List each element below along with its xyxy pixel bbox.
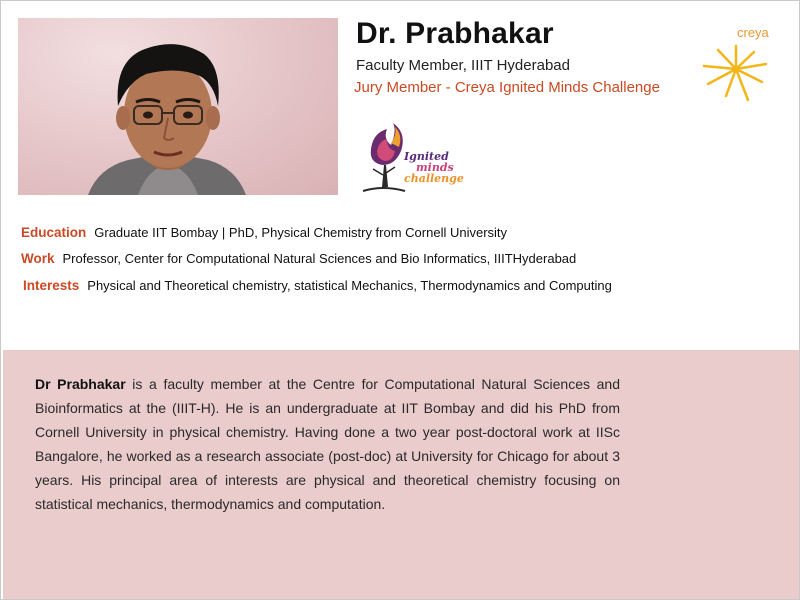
interests-row [23, 278, 612, 293]
page-title: Dr. Prabhakar [356, 17, 554, 50]
portrait-photo [18, 18, 338, 195]
logo-word-ignited: Ignited [404, 150, 449, 163]
bio-body: is a faculty member at the Centre for Computational Natural Sciences and Bioinformatics at the (IIIT-H). He is an undergraduate at IIT Bombay and did his PhD from Cornell University in physical chemistry. Having done a two year post-doctoral work at IISc Bangalore, he worked as a research associate (post-doc) at University for Chicago for about 3 years. His principal area of interests are physical and theoretical chemistry focusing on statistical mechanics, thermodynamics and computation. [35, 376, 620, 512]
work-label: Work [21, 251, 55, 266]
work-row [21, 251, 576, 266]
interests-label: Interests [23, 278, 80, 293]
education-value: Graduate IIT Bombay | PhD, Physical Chemistry from Cornell University [94, 225, 508, 240]
creya-sunburst-icon [696, 36, 776, 106]
ignited-minds-text [404, 151, 464, 184]
faculty-role: Faculty Member, IIIT Hyderabad [356, 57, 570, 74]
logo-word-minds: minds [416, 161, 454, 174]
bio-lead-name: Dr Prabhakar [35, 376, 126, 392]
interests-value: Physical and Theoretical chemistry, statistical Mechanics, Thermodynamics and Computing [87, 278, 612, 293]
work-value: Professor, Center for Computational Natural Sciences and Bio Informatics, IIITHyderabad [62, 251, 577, 266]
jury-role: Jury Member - Creya Ignited Minds Challenge [354, 79, 660, 96]
education-row [21, 225, 507, 240]
portrait-illustration [18, 18, 338, 195]
education-label: Education [21, 225, 87, 240]
logo-word-challenge: challenge [404, 172, 464, 185]
creya-brand-text: creya [737, 25, 769, 40]
bio-section [3, 350, 799, 600]
bio-paragraph [35, 372, 620, 516]
